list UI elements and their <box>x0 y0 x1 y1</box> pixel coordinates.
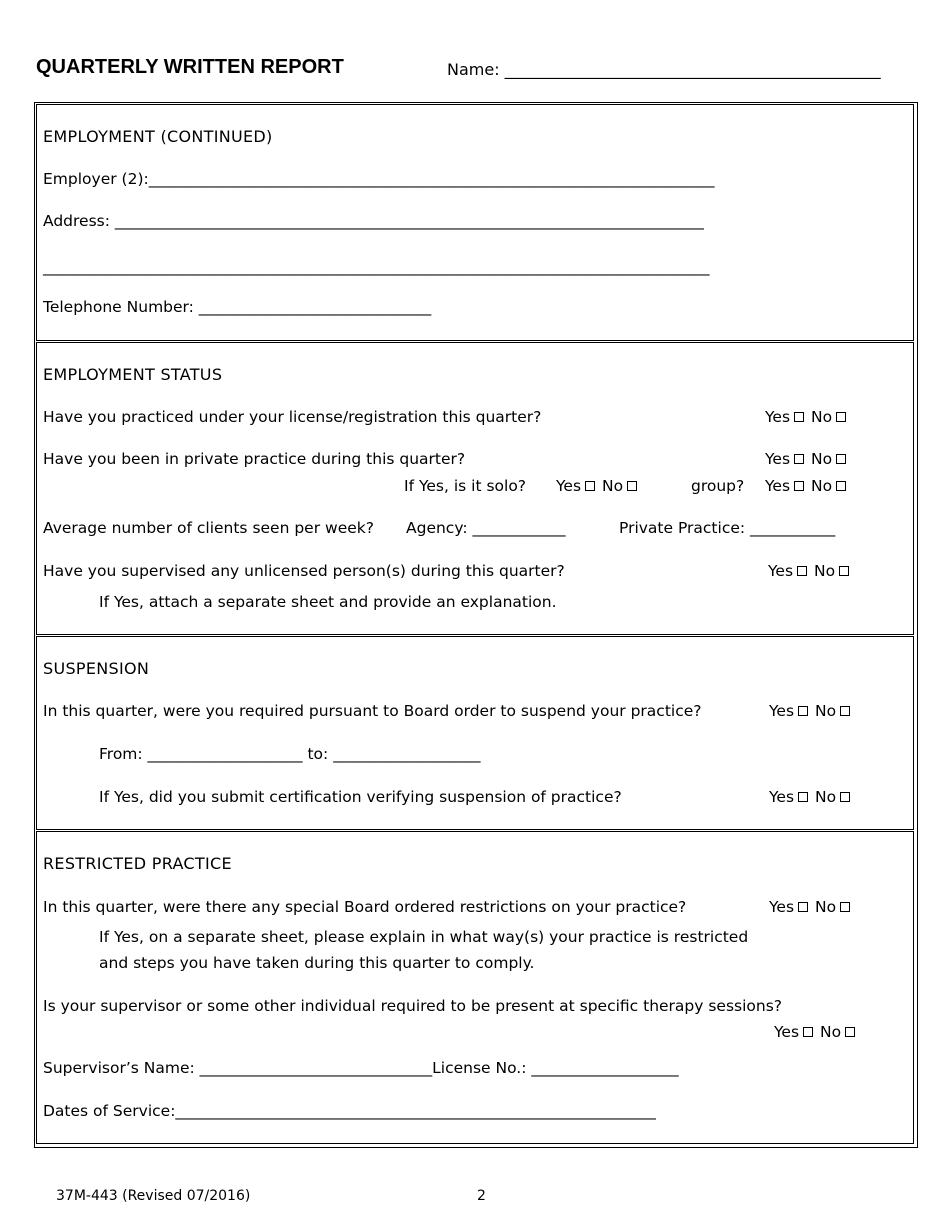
question-supervisor-present: Is your supervisor or some other individual required to be present at specific therapy sessions? <box>43 997 783 1015</box>
page-number: 2 <box>477 1188 486 1204</box>
solo-question: If Yes, is it solo? <box>404 477 527 495</box>
yes-checkbox[interactable] <box>794 481 804 491</box>
no-checkbox[interactable] <box>845 1027 855 1037</box>
no-checkbox[interactable] <box>836 481 846 491</box>
yes-checkbox[interactable] <box>803 1027 813 1037</box>
yes-no-restrictions <box>769 898 852 916</box>
yes-label: Yes <box>769 788 795 806</box>
no-checkbox[interactable] <box>840 902 850 912</box>
no-label: No <box>814 788 837 806</box>
yes-checkbox[interactable] <box>797 566 807 576</box>
supervised-note: If Yes, attach a separate sheet and provide an explanation. <box>99 593 557 611</box>
no-label: No <box>810 477 833 495</box>
yes-no-suspend <box>769 702 852 720</box>
yes-no-solo <box>556 477 639 495</box>
question-practiced: Have you practiced under your license/registration this quarter? <box>43 408 542 426</box>
section-heading-status: EMPLOYMENT STATUS <box>43 365 223 384</box>
no-label: No <box>814 898 837 916</box>
agency-field[interactable]: Agency: ____________ <box>406 519 566 537</box>
yes-no-supervisor-present <box>774 1023 857 1041</box>
yes-label: Yes <box>556 477 582 495</box>
address-field[interactable]: Address: ____________________________________________________________________________ <box>43 212 704 230</box>
no-label: No <box>813 562 836 580</box>
yes-checkbox[interactable] <box>798 792 808 802</box>
yes-no-supervised <box>768 562 851 580</box>
section-restricted-practice <box>36 831 914 1144</box>
yes-label: Yes <box>768 562 794 580</box>
yes-checkbox[interactable] <box>585 481 595 491</box>
yes-no-group <box>765 477 848 495</box>
yes-label: Yes <box>765 477 791 495</box>
section-heading-restricted: RESTRICTED PRACTICE <box>43 854 232 873</box>
section-heading-employment: EMPLOYMENT (CONTINUED) <box>43 127 273 146</box>
yes-checkbox[interactable] <box>798 706 808 716</box>
no-checkbox[interactable] <box>836 454 846 464</box>
restrictions-note-line2: and steps you have taken during this quarter to comply. <box>99 954 535 972</box>
yes-checkbox[interactable] <box>794 454 804 464</box>
no-checkbox[interactable] <box>840 706 850 716</box>
question-certification: If Yes, did you submit certification verifying suspension of practice? <box>99 788 622 806</box>
dates-of-service-field[interactable]: Dates of Service:______________________________________________________________ <box>43 1102 656 1120</box>
yes-no-private-practice <box>765 450 848 468</box>
question-restrictions: In this quarter, were there any special Board ordered restrictions on your practice? <box>43 898 687 916</box>
section-heading-suspension: SUSPENSION <box>43 659 150 678</box>
question-clients-per-week: Average number of clients seen per week? <box>43 519 374 537</box>
restrictions-note-line1: If Yes, on a separate sheet, please explain in what way(s) your practice is restricted <box>99 928 749 946</box>
supervisor-name-license-field[interactable]: Supervisor’s Name: ______________________________License No.: ___________________ <box>43 1059 679 1077</box>
employer-field[interactable]: Employer (2):_________________________________________________________________________ <box>43 170 715 188</box>
no-checkbox[interactable] <box>839 566 849 576</box>
yes-label: Yes <box>774 1023 800 1041</box>
yes-no-practiced <box>765 408 848 426</box>
telephone-field[interactable]: Telephone Number: ______________________________ <box>43 298 432 316</box>
address-field-line2[interactable]: ______________________________________________________________________________________ <box>43 258 710 276</box>
question-supervised: Have you supervised any unlicensed person(s) during this quarter? <box>43 562 565 580</box>
question-private-practice: Have you been in private practice during this quarter? <box>43 450 466 468</box>
form-title: QUARTERLY WRITTEN REPORT <box>36 56 344 78</box>
yes-checkbox[interactable] <box>798 902 808 912</box>
group-question: group? <box>691 477 745 495</box>
yes-checkbox[interactable] <box>794 412 804 422</box>
yes-label: Yes <box>765 450 791 468</box>
no-checkbox[interactable] <box>627 481 637 491</box>
form-id: 37M-443 (Revised 07/2016) <box>56 1188 251 1204</box>
yes-label: Yes <box>765 408 791 426</box>
no-checkbox[interactable] <box>840 792 850 802</box>
suspension-dates-field[interactable]: From: ____________________ to: ___________________ <box>99 745 481 763</box>
yes-label: Yes <box>769 702 795 720</box>
no-label: No <box>819 1023 842 1041</box>
private-practice-field[interactable]: Private Practice: ___________ <box>619 519 836 537</box>
question-suspend: In this quarter, were you required pursuant to Board order to suspend your practice? <box>43 702 702 720</box>
no-label: No <box>810 408 833 426</box>
yes-label: Yes <box>769 898 795 916</box>
no-label: No <box>601 477 624 495</box>
no-checkbox[interactable] <box>836 412 846 422</box>
name-field[interactable]: Name: _______________________________________________ <box>447 60 881 79</box>
no-label: No <box>814 702 837 720</box>
no-label: No <box>810 450 833 468</box>
yes-no-certification <box>769 788 852 806</box>
